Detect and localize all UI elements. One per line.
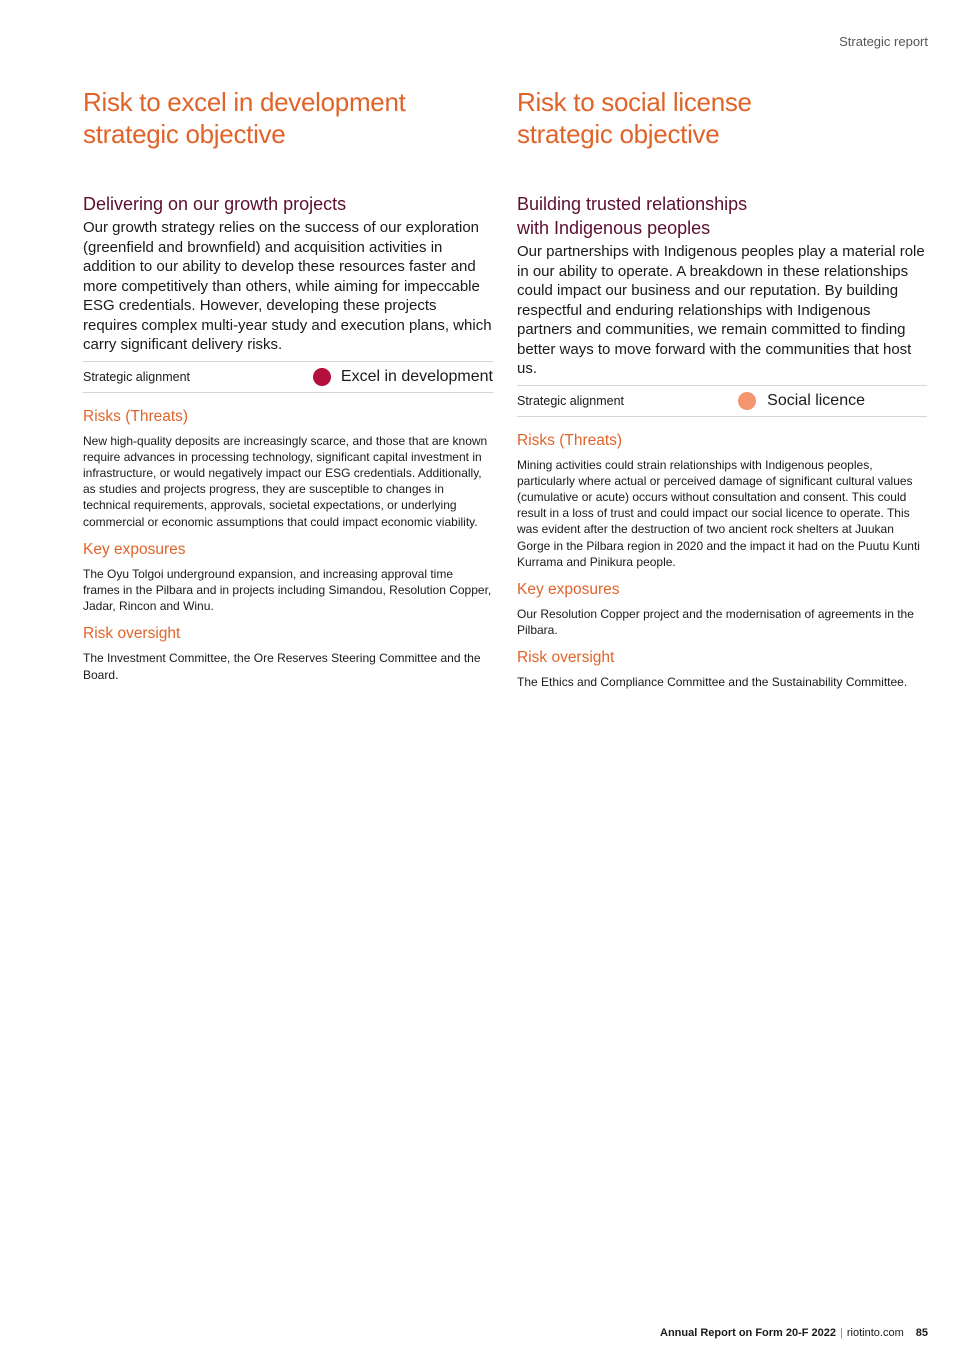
left-title-line-1: Risk to excel in development: [83, 87, 406, 117]
right-risks-heading: Risks (Threats): [517, 431, 623, 449]
left-column: [83, 86, 493, 693]
right-alignment-dot-icon: [738, 392, 756, 410]
left-alignment-value: Excel in development: [340, 367, 493, 385]
left-oversight-text: The Investment Committee, the Ore Reserves Steering Committee and the Board.: [83, 651, 481, 682]
right-exposures-text: Our Resolution Copper project and the modernisation of agreements in the Pilbara.: [517, 606, 914, 638]
right-oversight-text: The Ethics and Compliance Committee and the Sustainability Committee.: [517, 675, 908, 690]
right-risks-text: Mining activities could strain relationships with Indigenous peoples, particularly where actual or perceived damage of significant cultural values (cumulative or acute) occurs without consultation and consent. This could result in a loss of trust and could impact our social licence to operate. This was evident after the destruction of two ancient rock shelters at Juukan Gorge in the Pilbara region in 2020 and the impact it had on the Puutu Kunti Kurrama and Pinikura people.: [517, 457, 920, 569]
right-subtitle-line-2: with Indigenous peoples: [517, 218, 711, 238]
footer-report-title: Annual Report on Form 20-F 2022: [660, 1327, 837, 1339]
left-strategic-alignment-bar: [83, 361, 493, 393]
page-footer: [660, 1327, 928, 1339]
right-oversight-heading: Risk oversight: [517, 649, 615, 667]
left-risks-heading: Risks (Threats): [83, 407, 189, 425]
right-strategic-alignment-bar: [517, 385, 927, 417]
right-alignment-label: Strategic alignment: [517, 393, 625, 408]
left-oversight-heading: Risk oversight: [83, 625, 181, 643]
left-subtitle: Delivering on our growth projects: [83, 194, 347, 214]
footer-separator: |: [840, 1327, 843, 1339]
left-title-line-2: strategic objective: [83, 119, 286, 149]
left-exposures-heading: Key exposures: [83, 540, 186, 558]
right-subtitle-line-1: Building trusted relationships: [517, 194, 748, 214]
right-title-line-2: strategic objective: [517, 119, 720, 149]
page-number: 85: [915, 1327, 928, 1339]
right-alignment-value: Social licence: [767, 391, 865, 409]
right-intro: Our partnerships with Indigenous peoples play a material role in our ability to operate. A breakdown in these relationships could impact our business and our reputation. By building respectful and enduring relationships with Indigenous partners and communities, we remain committed to finding better ways to move forward with the communities that host us.: [517, 243, 925, 377]
left-section-title: [83, 86, 493, 192]
left-risks-text: New high-quality deposits are increasingly scarce, and those that are known require advances in processing technology, significant capital investment in infrastructure, or would negatively impact our ESG credentials. Additionally, as studies and projects progress, they are susceptible to changes in technical requirements, approvals, societal expectations, or underlying commercial or economic assumptions that could impact economic viability.: [83, 433, 488, 529]
left-intro: Our growth strategy relies on the success of our exploration (greenfield and brownfield) and acquisition activities in addition to our ability to develop these resources faster and more competitively than others, while aiming for impeccable ESG credentials. However, developing these projects requires complex multi-year study and execution plans, which carry significant delivery risks.: [83, 219, 492, 353]
right-title-line-1: Risk to social license: [517, 87, 752, 117]
section-header-label: Strategic report: [839, 34, 928, 49]
left-alignment-label: Strategic alignment: [83, 369, 191, 384]
right-subtitle: [517, 192, 927, 240]
left-alignment-dot-icon: [313, 368, 331, 386]
left-exposures-text: The Oyu Tolgoi underground expansion, and increasing approval time frames in the Pilbara and in projects including Simandou, Resolution Copper, Jadar, Rincon and Winu.: [83, 566, 492, 614]
right-column: [517, 86, 927, 701]
footer-site-link[interactable]: riotinto.com: [846, 1327, 904, 1339]
right-exposures-heading: Key exposures: [517, 580, 620, 598]
right-section-title: [517, 86, 927, 192]
